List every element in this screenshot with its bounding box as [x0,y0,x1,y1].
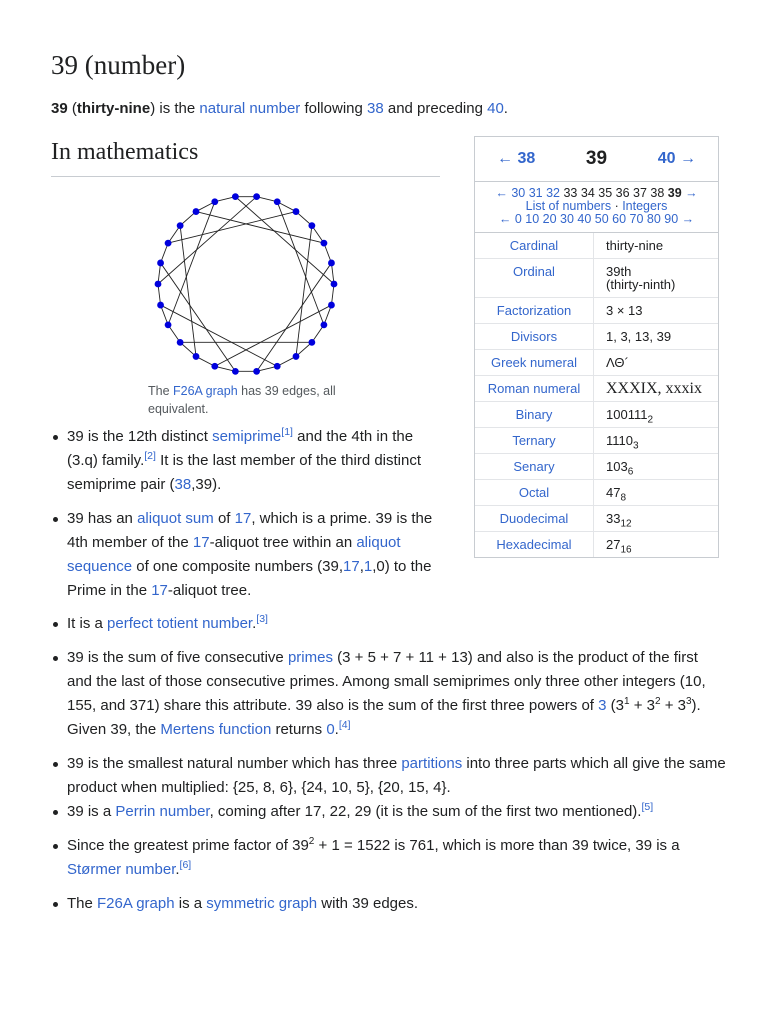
item-text: Since the greatest prime factor of 39 [67,837,309,854]
graph-edge [158,197,257,284]
link-3[interactable]: 3 [598,697,607,714]
item-text: 39 has an [67,510,138,527]
nav-next-decade[interactable]: → [685,186,698,200]
item-text: (3 + 5 + 7 + 11 + 13) and also is the product of the first and the last of those consecutive primes. Among small semiprimes only three other integers (10, 155, and 371) share this attribute. 39 also is the sum of the first three powers of [67,649,706,714]
bullet-list-top [51,425,447,603]
row-key-duodecimal[interactable]: Duodecimal [499,511,569,526]
row-value: thirty-nine [606,238,664,253]
base-subscript: 8 [620,492,627,504]
number-infobox [474,136,719,558]
nav-link-30[interactable]: 30 [511,186,526,200]
item-text: It is the last member of the third distinct semiprime pair ( [67,452,422,493]
link-partitions[interactable]: partitions [401,755,463,772]
graph-vertex [274,363,281,370]
graph-vertex [321,240,328,247]
item-text: 39 is the smallest natural number which has three [67,755,402,772]
nav-prev-decade[interactable]: ← [495,186,508,200]
list-item [67,612,727,636]
table-row [475,402,718,428]
ref-5[interactable]: [5] [641,801,654,813]
graph-vertex [232,368,239,375]
row-key-ordinal[interactable]: Ordinal [513,264,555,279]
link-17[interactable]: 17 [192,534,210,551]
lead-text: following [300,100,367,117]
base-subscript: 2 [647,414,654,426]
item-text: . [334,721,339,738]
graph-edge [168,202,215,325]
base-subscript: 6 [627,466,634,478]
current-number: 39 [585,148,608,169]
prev-number-link[interactable]: ← 38 [497,150,536,167]
link-stormer-number[interactable]: Størmer number [67,861,176,878]
ordinal-value: 39th [606,264,632,279]
table-row [475,259,718,298]
item-text: into three parts which all give the same product when multiplied: {25, 8, 6}, {24, 10, 5}, {20, 15, 4}. [67,755,726,796]
graph-vertex [321,321,328,328]
item-text: 39 is the sum of five consecutive [67,649,288,666]
caption-text: The [148,384,174,398]
table-row [475,480,718,506]
f26a-graph-image[interactable] [148,190,348,376]
item-text: of one composite numbers (39, [132,558,344,575]
item-text: ,39). [191,476,222,493]
item-text: with 39 edges. [317,895,419,912]
link-semiprime[interactable]: semiprime [212,428,282,445]
ref-6[interactable]: [6] [179,859,192,871]
list-item [67,507,447,603]
row-key-senary[interactable]: Senary [513,459,555,474]
list-item [67,646,727,742]
graph-vertex [328,260,335,267]
graph-vertex [157,260,164,267]
link-17[interactable]: 17 [151,582,168,599]
row-key-roman-numeral[interactable]: Roman numeral [487,381,581,396]
graph-vertex [328,302,335,309]
graph-vertex [193,208,200,215]
lead-bold-name: thirty-nine [76,100,151,117]
base-subscript: 16 [620,544,632,556]
link-natural-number[interactable]: natural number [199,100,301,117]
ref-4[interactable]: [4] [338,719,351,731]
base-subscript: 12 [620,518,632,530]
table-row [475,350,718,376]
graph-edge [161,305,278,366]
row-key-greek-numeral[interactable]: Greek numeral [491,355,577,370]
graph-edge [277,202,324,325]
graph-edge [215,305,332,366]
graph-vertex [331,281,338,288]
caption-text: has 39 edges, all equivalent. [148,384,336,416]
superscript: 2 [654,696,661,707]
item-text: The [67,895,98,912]
row-value: 47 [606,485,621,500]
base-subscript: 3 [633,440,639,452]
lead-text: and preceding [383,100,488,117]
item-text: + 3 [660,697,686,714]
figure [148,190,348,418]
item-text: ,0) to the Prime in the [67,558,432,599]
nav-link-32[interactable]: 32 [546,186,560,200]
superscript: 2 [308,836,315,847]
graph-edge [196,212,324,244]
graph-vertex [157,302,164,309]
table-row [475,298,718,324]
row-value: 1110 [606,433,633,448]
link-f26a-graph[interactable]: F26A graph [97,895,175,912]
item-text: (3 [606,697,624,714]
ref-1[interactable]: [1] [281,426,293,438]
infobox-header [475,137,718,182]
table-row [475,506,718,532]
row-key-binary[interactable]: Binary [515,407,553,422]
row-value: 33 [606,511,621,526]
link-17[interactable]: 17 [343,558,360,575]
nav-current: 39 [667,186,682,200]
item-text: ). Given 39, the [67,697,701,738]
graph-vertex [232,193,239,200]
graph-vertex [177,222,184,229]
row-value: 27 [606,537,621,552]
link-symmetric-graph[interactable]: symmetric graph [206,895,318,912]
lead-text: ( [67,100,77,117]
graph-vertex [155,281,162,288]
table-row [475,428,718,454]
lead-bold: 39 [51,100,68,117]
section-heading: In mathematics [51,139,440,177]
graph-edge [235,197,334,284]
graph-vertex [308,222,315,229]
nav-plain-numbers: 33 34 35 36 37 38 [563,186,665,200]
superscript: 1 [623,696,630,707]
graph-vertex [165,240,172,247]
decades-nav-link[interactable]: ← 0 10 20 30 40 50 60 70 80 90 → [498,212,695,226]
row-key-factorization[interactable]: Factorization [496,303,572,318]
link-perfect-totient-number[interactable]: perfect totient number [107,615,253,632]
list-of-numbers-link[interactable]: List of numbers [525,199,612,213]
superscript: 3 [685,696,692,707]
page-title: 39 (number) [51,50,186,80]
row-key-divisors[interactable]: Divisors [510,329,558,344]
table-row [475,532,718,558]
row-value: XXXIX, xxxix [606,380,702,397]
lead-paragraph [51,99,508,119]
item-text: returns [271,721,327,738]
nav-row-decades [475,213,718,226]
ref-2[interactable]: [2] [144,450,156,462]
link-primes[interactable]: primes [287,649,333,666]
list-item [67,752,727,800]
lead-text: . [503,100,508,117]
infobox-table [475,233,718,557]
item-text: It is a [67,615,108,632]
link-0[interactable]: 0 [326,721,335,738]
integers-link[interactable]: Integers [622,199,668,213]
row-value: 100111 [606,407,648,422]
item-text: + 1 = 1522 is 761, which is more than 39 twice, 39 is a [314,837,680,854]
item-text: , which is a prime. 39 is the 4th member of the [67,510,433,551]
caption-link-f26a[interactable]: F26A graph [173,384,238,398]
nav-link-31[interactable]: 31 [528,186,543,200]
link-1[interactable]: 1 [363,558,373,575]
item-text: . [252,615,257,632]
item-text: 39 is the 12th distinct [67,428,213,445]
graph-vertex [253,193,260,200]
nav-separator: · [611,199,623,213]
table-row [475,454,718,480]
item-text: 39 is a [67,803,116,820]
link-aliquot-sum[interactable]: aliquot sum [137,510,214,527]
row-key-octal[interactable]: Octal [518,485,550,500]
item-text: -aliquot tree. [167,582,252,599]
graph-vertex [308,339,315,346]
row-value: 1, 3, 13, 39 [594,324,719,350]
graph-vertex [211,363,218,370]
row-key-hexadecimal[interactable]: Hexadecimal [496,537,572,552]
list-item [67,425,447,497]
item-text: of [213,510,235,527]
graph-edge [180,226,196,357]
list-item [67,834,727,882]
bullet-list-bottom [51,612,727,916]
link-perrin-number[interactable]: Perrin number [115,803,210,820]
item-text: , [359,558,364,575]
next-number-link[interactable]: 40 → [657,150,696,167]
graph-vertex [193,353,200,360]
graph-vertex [177,339,184,346]
ref-3[interactable]: [3] [256,613,268,625]
graph-edge [296,226,312,357]
figure-caption [148,382,348,418]
graph-edge [168,212,296,244]
graph-vertex [211,198,218,205]
link-38[interactable]: 38 [367,100,384,117]
table-row [475,376,718,402]
link-17[interactable]: 17 [234,510,252,527]
link-38[interactable]: 38 [174,476,192,493]
graph-vertex [293,208,300,215]
item-text: . [175,861,180,878]
row-key-cardinal[interactable]: Cardinal [509,238,559,253]
graph-vertex [253,368,260,375]
list-item [67,800,727,824]
infobox-navigation [475,182,718,233]
graph-vertex [165,321,172,328]
item-text: + 3 [629,697,655,714]
row-value: ΛΘ´ [594,350,719,376]
table-row [475,324,718,350]
table-row [475,233,718,259]
graph-vertex [293,353,300,360]
lead-text: ) is the [150,100,200,117]
row-key-ternary[interactable]: Ternary [512,433,556,448]
row-value: 103 [606,459,628,474]
item-text: -aliquot tree within an [209,534,357,551]
row-value: 3 × 13 [594,298,719,324]
link-aliquot-sequence[interactable]: aliquot sequence [67,534,401,575]
list-item [67,892,727,916]
link-mertens-function[interactable]: Mertens function [160,721,272,738]
link-40[interactable]: 40 [487,100,504,117]
row-value [594,259,719,298]
ordinal-value-words: (thirty-ninth) [606,277,676,292]
item-text: and the 4th in the (3.q) family. [67,428,414,469]
graph-vertex [274,198,281,205]
item-text: is a [174,895,207,912]
item-text: , coming after 17, 22, 29 (it is the sum of the first two mentioned). [209,803,642,820]
